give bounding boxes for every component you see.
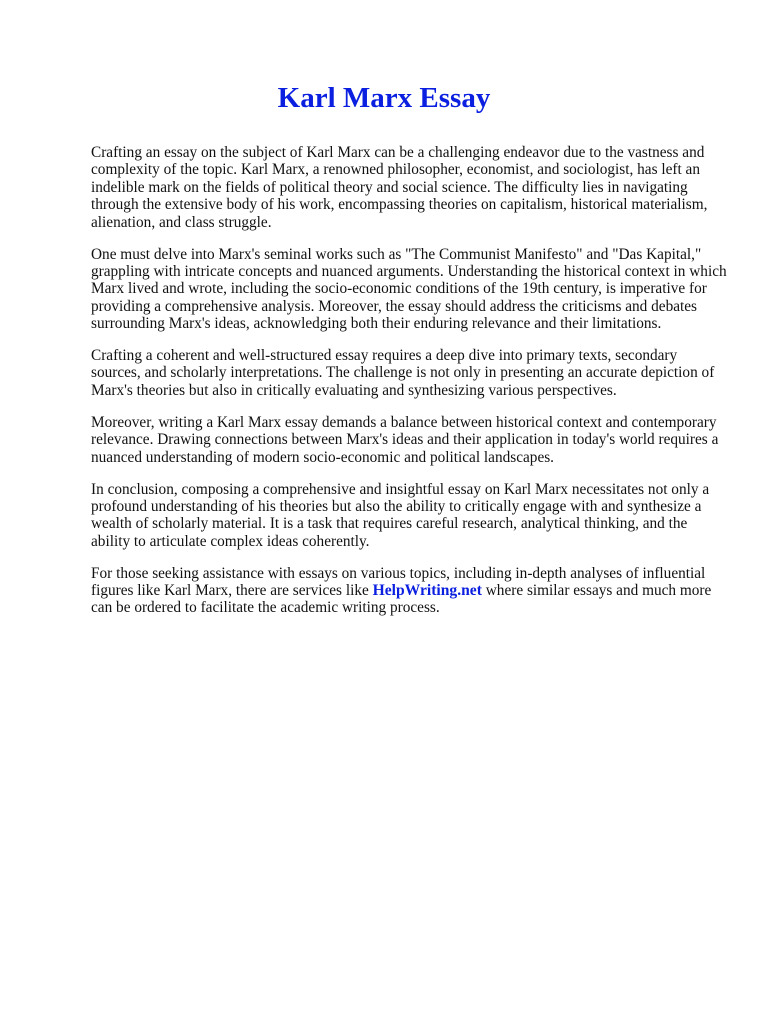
paragraph-3: Crafting a coherent and well-structured essay requires a deep dive into primary texts, secondary sources, and scholarly interpretations. The challenge is not only in presenting an accurate depiction of Marx's theories but also in critically evaluating and synthesizing various perspectives.: [91, 347, 715, 399]
paragraph-4: Moreover, writing a Karl Marx essay demands a balance between historical context and contemporary relevance. Drawing connections between Marx's ideas and their application in today's world requires a nuanced understanding of modern socio-economic and political landscapes.: [91, 413, 719, 466]
paragraph-5: In conclusion, composing a comprehensive and insightful essay on Karl Marx necessitates not only a profound understanding of his theories but also the ability to critically engage with and synthesize a wealth of scholarly material. It is a task that requires careful research, analytical thinking, and the ability to articulate complex ideas coherently.: [91, 480, 710, 550]
document-title: Karl Marx Essay: [277, 82, 491, 114]
document-body: [91, 144, 727, 631]
closing-text-before-link: For those seeking assistance with essays on various topics, including in-depth analyses of influential figures like Karl Marx, there are services like: [91, 564, 706, 600]
closing-text-after-link: where similar essays and much more can be ordered to facilitate the academic writing process.: [91, 582, 712, 617]
paragraph-1: Crafting an essay on the subject of Karl Marx can be a challenging endeavor due to the vastness and complexity of the topic. Karl Marx, a renowned philosopher, economist, and sociologist, has left an indelible mark on the fields of political theory and social science. The difficulty lies in navigating through the extensive body of his work, encompassing theories on capitalism, historical materialism, alienation, and class struggle.: [91, 144, 708, 231]
paragraph-2: One must delve into Marx's seminal works such as "The Communist Manifesto" and "Das Kapital," grappling with intricate concepts and nuanced arguments. Understanding the historical context in which Marx lived and wrote, including the socio-economic conditions of the 19th century, is imperative for providing a comprehensive analysis. Moreover, the essay should address the criticisms and debates surrounding Marx's ideas, acknowledging both their enduring relevance and their limitations.: [91, 245, 727, 333]
helpwriting-link[interactable]: HelpWriting.net: [372, 582, 482, 600]
closing-paragraph: [91, 565, 727, 617]
